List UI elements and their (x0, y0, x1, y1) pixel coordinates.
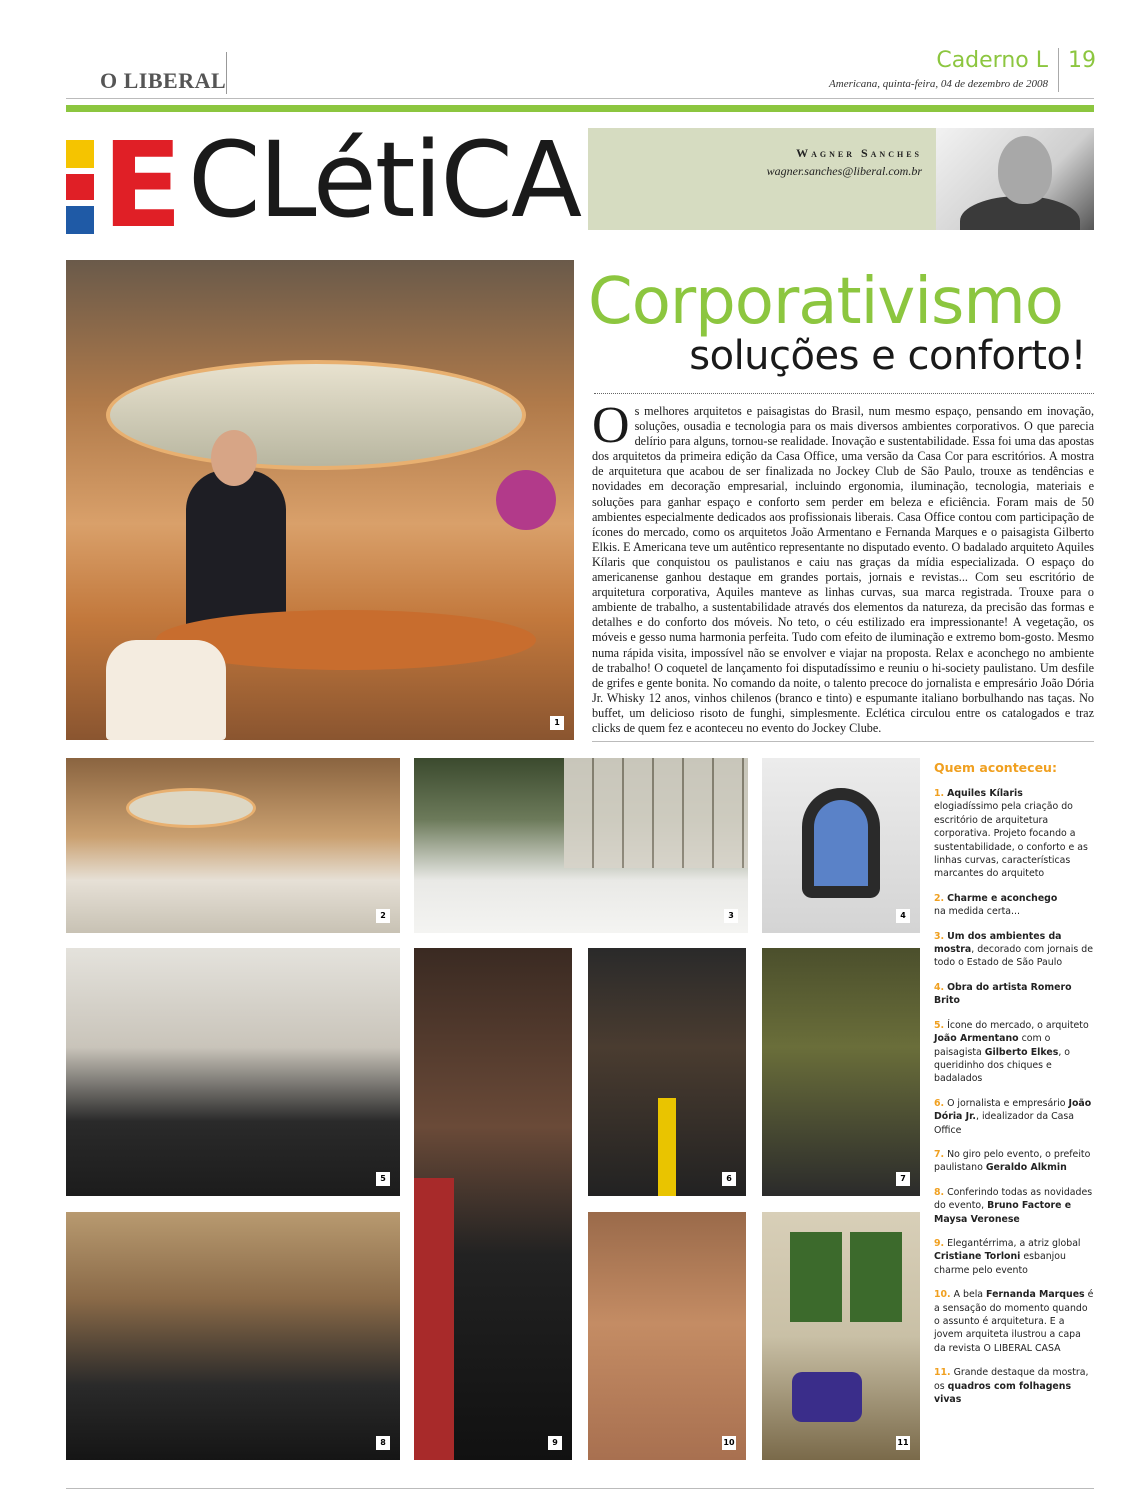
caption-pre: Grande destaque da mostra, os (934, 1367, 1089, 1392)
caption-pre: No giro pelo evento, o prefeito paulistano (934, 1148, 1091, 1174)
photo-11-purple-chair (792, 1372, 862, 1422)
logo-initial: E (102, 116, 183, 254)
photo-number: 6 (722, 1172, 736, 1186)
caption-bold: Geraldo Alkmin (985, 1162, 1067, 1174)
photo-2-oval-shelf (126, 788, 256, 828)
caption-number: 11. (934, 1367, 951, 1379)
caption-11 (934, 1366, 1094, 1406)
article-body-text: s melhores arquitetos e paisagistas do Brasil, num mesmo espaço, pensando em inovação, soluções, ousadia e tecnologia para os mais diversos ambientes corporativos. O que parecia delírio para alguns, tornou-se realidade. Inovação e sustentabilidade. Essa foi uma das apostas dos arquitetos da primeira edição da Casa Office, uma versão da Casa Cor para escritórios. A mostra de arquitetura que acabou de ser finalizada no Jockey Club de São Paulo, trouxe as tendências e novidades em decoração empresarial, incluindo ergonomia, iluminação, tecnologia, materiais e soluções para ganhar espaço e conforto sem perder em beleza e eficiência. Foram mais de 50 ambientes especialmente dedicados aos profissionais liberais. Casa Office contou com participação de ícones do mercado, como os arquitetos João Armentano e Fernanda Marques e o paisagista Gilberto Elkis. E Americana teve um autêntico representante no disputado evento. O badalado arquiteto Aquiles Kílaris que conquistou os paulistanos e caiu nas graças da mídia especializada. O espaço do americanense ganhou destaque em grandes portais, jornais e revistas... Com seu escritório de arquitetura corporativa, Aquiles manteve as linhas curvas, sua marca registrada. Trouxe para o ambiente de trabalho, a sustentabilidade através dos elementos da natureza, da precisão das formas e detalhes e do conforto dos móveis. No teto, o céu estilizado era impressionante! A vegetação, os móveis e gesso numa harmonia perfeita. Tudo com efeito de iluminação e extremo bom-gosto. Mesmo numa rápida visita, impossível não se envolver e viajar na proposta. Relax e aconchego no ambiente de trabalho! O coquetel de lançamento foi disputadíssimo e reuniu o hi-society paulistano. Um desfile de grifes e gente bonita. No comando da noite, o talento precoce do jornalista e empresário João Dória Jr. Whisky 12 anos, vinhos chilenos (branco e tinto) e espumante italiano borbulhando nas taças. No buffet, um delicioso risoto de funghi, simplesmente. Eclética circulou entre os catalogados e traz clicks de quem fez e aconteceu no evento do Jockey Clube. (592, 404, 1094, 735)
photo-10-fernanda-marques (588, 1212, 746, 1460)
photo-11-green-panel (790, 1232, 842, 1322)
caption-bold: Bruno Factore e Maysa Veronese (934, 1200, 1072, 1225)
photo-number: 7 (896, 1172, 910, 1186)
caption-bold: Obra do artista Romero Brito (934, 981, 1072, 1007)
section-divider (1058, 48, 1059, 92)
column-logo (66, 116, 586, 254)
caption-bold: quadros com folhagens vivas (934, 1380, 1072, 1406)
caption-bold: Fernanda Marques (986, 1289, 1085, 1301)
photo-1-architect-head (211, 430, 257, 486)
caption-pre: Ícone do mercado, o arquiteto (947, 1019, 1089, 1031)
photo-7-geraldo-alkmin (762, 948, 920, 1196)
photo-4-sculpture (802, 788, 880, 898)
caption-number: 9. (934, 1237, 945, 1249)
caption-bold: Cristiane Torloni (934, 1251, 1021, 1263)
photo-4-romero-brito-sculpture (762, 758, 920, 933)
caption-number: 4. (934, 981, 945, 993)
caption-number: 1. (934, 788, 945, 799)
captions-sidebar (934, 760, 1094, 1417)
caption-bold: Um dos ambientes da mostra (934, 930, 1062, 956)
photo-8-couple (66, 1212, 400, 1460)
caption-9 (934, 1237, 1094, 1277)
photo-2-meeting-room (66, 758, 400, 933)
photo-1-chair (106, 640, 226, 740)
sidebar-title: Quem aconteceu: (934, 760, 1057, 775)
page-number: 19 (1068, 48, 1096, 73)
logo-text: CLétiCA (188, 119, 581, 241)
photo-number: 10 (722, 1436, 736, 1450)
caption-pre: Conferindo todas as novidades do evento, (934, 1186, 1093, 1212)
headline: Corporativismo (588, 265, 1063, 339)
caption-number: 5. (934, 1019, 945, 1031)
footer-rule (66, 1488, 1094, 1489)
logo-yellow-square (66, 140, 94, 168)
subheadline: soluções e conforto! (689, 333, 1086, 379)
caption-5 (934, 1019, 1094, 1086)
caption-pre: A bela (953, 1289, 984, 1301)
photo-11-green-panel (850, 1232, 902, 1322)
headline-dotted-rule (594, 393, 1094, 394)
caption-pre: O jornalista e empresário (947, 1097, 1066, 1109)
caption-bold: Gilberto Elkes (984, 1046, 1059, 1058)
caption-bold: Aquiles Kílaris (947, 788, 1023, 799)
caption-bold: Charme e aconchego (947, 892, 1058, 904)
caption-2 (934, 892, 1094, 919)
caption-10 (934, 1288, 1094, 1355)
caption-8 (934, 1186, 1094, 1226)
caption-1 (934, 787, 1094, 881)
photo-1-office (66, 260, 574, 740)
columnist-name: Wagner Sanches (796, 146, 922, 160)
caption-mid: com o paisagista (934, 1033, 1051, 1058)
photo-number: 3 (724, 909, 738, 923)
caption-bold: João Dória Jr. (934, 1097, 1092, 1123)
photo-1-oval-shelf (106, 360, 526, 470)
caption-3 (934, 930, 1094, 970)
caption-number: 10. (934, 1289, 951, 1301)
photo-number: 11 (896, 1436, 910, 1450)
photo-number: 2 (376, 909, 390, 923)
caption-text: , o queridinho dos chiques e badalados (934, 1046, 1071, 1085)
photo-number: 8 (376, 1436, 390, 1450)
caption-7 (934, 1148, 1094, 1175)
caption-6 (934, 1097, 1094, 1137)
caption-number: 2. (934, 892, 945, 904)
photo-1-orchid (496, 470, 556, 530)
photo-9-scarf (414, 1178, 454, 1460)
caption-number: 3. (934, 930, 945, 942)
masthead: O LIBERAL (100, 68, 227, 93)
columnist-photo-head (998, 136, 1052, 204)
photo-11-living-walls (762, 1212, 920, 1460)
columnist-email[interactable]: wagner.sanches@liberal.com.br (766, 164, 922, 178)
photo-number: 9 (548, 1436, 562, 1450)
body-bottom-rule (592, 741, 1094, 742)
photo-6-tie (658, 1098, 676, 1196)
caption-bold: João Armentano (934, 1033, 1019, 1045)
header-rule (66, 98, 1094, 99)
columnist-box (588, 128, 1094, 230)
drop-cap: O (592, 397, 630, 454)
dateline: Americana, quinta-feira, 04 de dezembro de 2008 (829, 78, 1048, 90)
caption-text: , idealizador da Casa Office (934, 1111, 1075, 1136)
photo-5-armentano-elkes (66, 948, 400, 1196)
logo-blue-square (66, 206, 94, 234)
caption-text: elogiadíssimo pela criação do escritório de arquitetura corporativa. Projeto focando a sustentabilidade, o conforto e as linhas curvas, características marcantes do arquiteto (934, 801, 1088, 880)
caption-number: 7. (934, 1148, 945, 1160)
photo-6-joao-doria (588, 948, 746, 1196)
caption-text: na medida certa... (934, 906, 1020, 918)
masthead-divider (226, 52, 227, 94)
section-name: Caderno L (936, 48, 1048, 73)
caption-text: , decorado com jornais de todo o Estado de São Paulo (934, 944, 1093, 969)
caption-text: esbanjou charme pelo evento (934, 1251, 1066, 1276)
caption-pre: Elegantérrima, a atriz global (947, 1237, 1081, 1249)
green-band (66, 105, 1094, 112)
photo-number: 4 (896, 909, 910, 923)
photo-number: 1 (550, 716, 564, 730)
caption-text: é a sensação do momento quando o assunto é arquitetura. E a jovem arquiteta ilustrou a capa da revista O LIBERAL CASA (934, 1289, 1094, 1354)
article-body (592, 397, 1094, 735)
caption-number: 8. (934, 1186, 945, 1198)
photo-3-shelves (564, 758, 748, 868)
photo-number: 5 (376, 1172, 390, 1186)
photo-3-newspaper-room (414, 758, 748, 933)
logo-red-square (66, 174, 94, 200)
photo-9-cristiane-torloni (414, 948, 572, 1460)
columnist-photo (936, 128, 1094, 230)
caption-4 (934, 981, 1094, 1008)
caption-number: 6. (934, 1097, 945, 1109)
